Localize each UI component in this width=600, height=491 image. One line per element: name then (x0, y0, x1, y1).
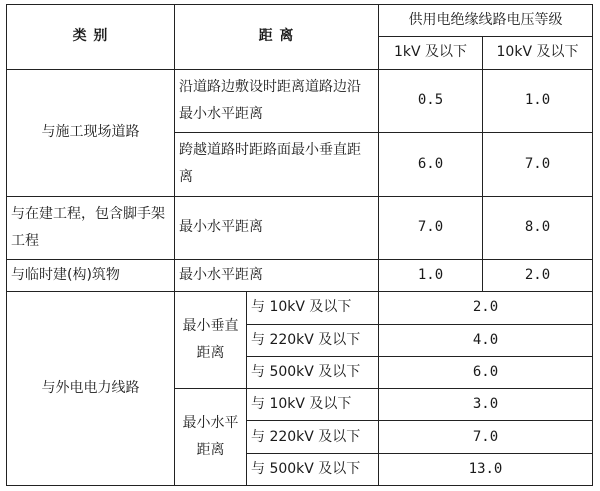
condition-horizontal-10kv: 与 10kV 及以下 (247, 389, 379, 421)
header-voltage-1kv: 1kV 及以下 (379, 37, 483, 69)
header-category: 类 别 (7, 5, 175, 70)
condition-horizontal-220kv: 与 220kV 及以下 (247, 421, 379, 453)
table-row (7, 292, 593, 324)
distance-spec-table (6, 4, 593, 486)
value-horizontal-500kv: 13.0 (379, 453, 593, 485)
table-row (7, 69, 593, 133)
header-voltage-10kv: 10kV 及以下 (483, 37, 593, 69)
distance-road-vertical: 跨越道路时距路面最小垂直距离 (175, 133, 379, 197)
category-power-line: 与外电电力线路 (7, 292, 175, 486)
distance-construction: 最小水平距离 (175, 196, 379, 260)
value-construction-1kv: 7.0 (379, 196, 483, 260)
distance-road-horizontal: 沿道路边敷设时距离道路边沿最小水平距离 (175, 69, 379, 133)
value-road-vertical-10kv: 7.0 (483, 133, 593, 197)
condition-vertical-500kv: 与 500kV 及以下 (247, 356, 379, 388)
value-horizontal-10kv: 3.0 (379, 389, 593, 421)
table-row (7, 260, 593, 292)
distance-temporary: 最小水平距离 (175, 260, 379, 292)
value-construction-10kv: 8.0 (483, 196, 593, 260)
category-temporary: 与临时建(构)筑物 (7, 260, 175, 292)
label-min-horizontal: 最小水平距离 (175, 389, 247, 486)
header-voltage-group: 供用电绝缘线路电压等级 (379, 5, 593, 37)
category-road: 与施工现场道路 (7, 69, 175, 196)
header-row-1 (7, 5, 593, 37)
value-road-vertical-1kv: 6.0 (379, 133, 483, 197)
header-distance: 距 离 (175, 5, 379, 70)
condition-horizontal-500kv: 与 500kV 及以下 (247, 453, 379, 485)
value-temporary-1kv: 1.0 (379, 260, 483, 292)
value-temporary-10kv: 2.0 (483, 260, 593, 292)
label-min-vertical: 最小垂直距离 (175, 292, 247, 389)
value-horizontal-220kv: 7.0 (379, 421, 593, 453)
condition-vertical-10kv: 与 10kV 及以下 (247, 292, 379, 324)
value-road-horizontal-10kv: 1.0 (483, 69, 593, 133)
category-construction: 与在建工程，包含脚手架工程 (7, 196, 175, 260)
condition-vertical-220kv: 与 220kV 及以下 (247, 324, 379, 356)
value-vertical-500kv: 6.0 (379, 356, 593, 388)
value-vertical-10kv: 2.0 (379, 292, 593, 324)
table-row (7, 196, 593, 260)
value-road-horizontal-1kv: 0.5 (379, 69, 483, 133)
value-vertical-220kv: 4.0 (379, 324, 593, 356)
